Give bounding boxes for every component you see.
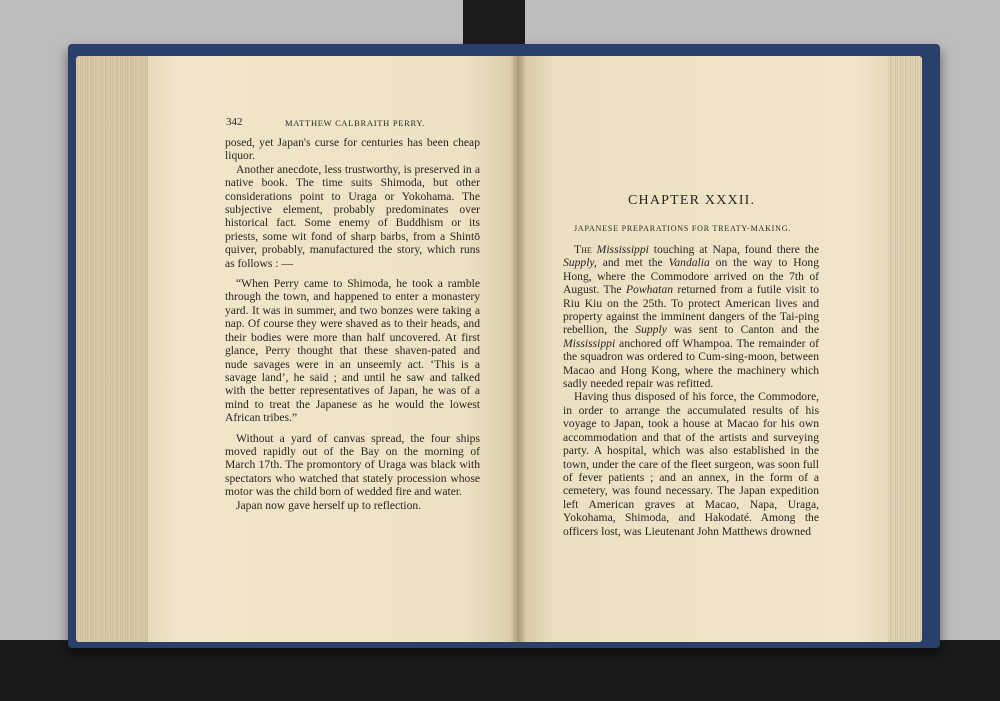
text-run: was sent to Canton and the: [666, 323, 819, 337]
paragraph: Having thus disposed of his force, the Commodore, in order to arrange the accumulated results of his voyage to Japan, took a house at Macao for his own accommodation and that of the artists and surveying party. A hospital, which was also established in the town, under the care of the fleet surgeon, was soon full of fever patients ; and an annex, in the form of a cemetery, was found necessary. The Japan expedition left American graves at Macao, Napa, Uraga, Yokohama, Shimoda, and Hakodaté. Among the officers lost, was Lieutenant John Matthews drowned: [563, 390, 819, 538]
ship-name: Supply,: [563, 256, 597, 270]
left-page: [148, 56, 518, 642]
ship-name: Supply: [635, 323, 667, 337]
running-head: MATTHEW CALBRAITH PERRY.: [285, 118, 425, 128]
paragraph: [563, 243, 819, 390]
paragraph: Without a yard of canvas spread, the four ships moved rapidly out of the Bay on the morning of March 17th. The promontory of Uraga was black with spectators who watched that stately procession whose motor was the child born of wedded fire and water.: [225, 431, 480, 499]
text-run: on the way to Hong Hong, where the Commodore arrived on the 7th of August. The: [563, 256, 819, 297]
page-edges-left: [76, 56, 150, 642]
paragraph: posed, yet Japan's curse for centuries has been cheap liquor.: [225, 136, 480, 163]
chapter-title: CHAPTER XXXII.: [628, 193, 756, 208]
chapter-subtitle: JAPANESE PREPARATIONS FOR TREATY-MAKING.: [574, 224, 792, 233]
book-gutter: [510, 56, 526, 642]
text-run: touching at Napa, found there the: [648, 243, 819, 256]
ship-name: Mississippi: [596, 243, 649, 256]
table-surface: [0, 640, 1000, 701]
left-page-text: [225, 136, 480, 512]
right-page-text: [563, 243, 819, 538]
right-page: [518, 56, 888, 642]
text-run: anchored off Whampoa. The remainder of the squadron was ordered to Cum-sing-moon, between Macao and Hong Kong, where the machinery which sadly needed repair was refitted.: [563, 336, 819, 391]
paragraph: Another anecdote, less trustworthy, is preserved in a native book. The time suits Shimoda, but other considerations point to Uraga or Yokohama. The subjective element, probably predominates over historical fact. Some enemy of Buddhism or its priests, some wit fond of sharp barbs, from a Shintō quiver, probably, manufactured the story, which runs as follows : —: [225, 162, 480, 270]
text-run: and met the: [596, 256, 669, 270]
paragraph: Japan now gave herself up to reflection.: [236, 498, 422, 512]
ship-name: Powhatan: [625, 283, 673, 297]
text-run: returned from a futile visit to Riu Kiu on the 25th. To protect American lives and property against the imminent dangers of the Tai-ping rebellion, the: [563, 283, 820, 337]
ship-name: Vandalia: [668, 256, 710, 270]
page-number: 342: [226, 116, 243, 128]
ship-name: Mississippi: [563, 336, 616, 350]
page-edges-right: [886, 56, 922, 642]
lead-word: The: [574, 243, 592, 256]
quotation: “When Perry came to Shimoda, he took a ramble through the town, and happened to enter a monastery yard. It was in summer, and two bonzes were taking a nap. Of course they were shaved as to their heads, and their bodies were more than half uncovered. At first glance, Perry thought that these shaven-pated and nude savages were in an unseemly act. ‘This is a savage land’, he said ; and until he saw and talked with the better representatives of Japan, he was of a mind to treat the Japanese as he would the lowest African tribes.”: [225, 277, 480, 425]
